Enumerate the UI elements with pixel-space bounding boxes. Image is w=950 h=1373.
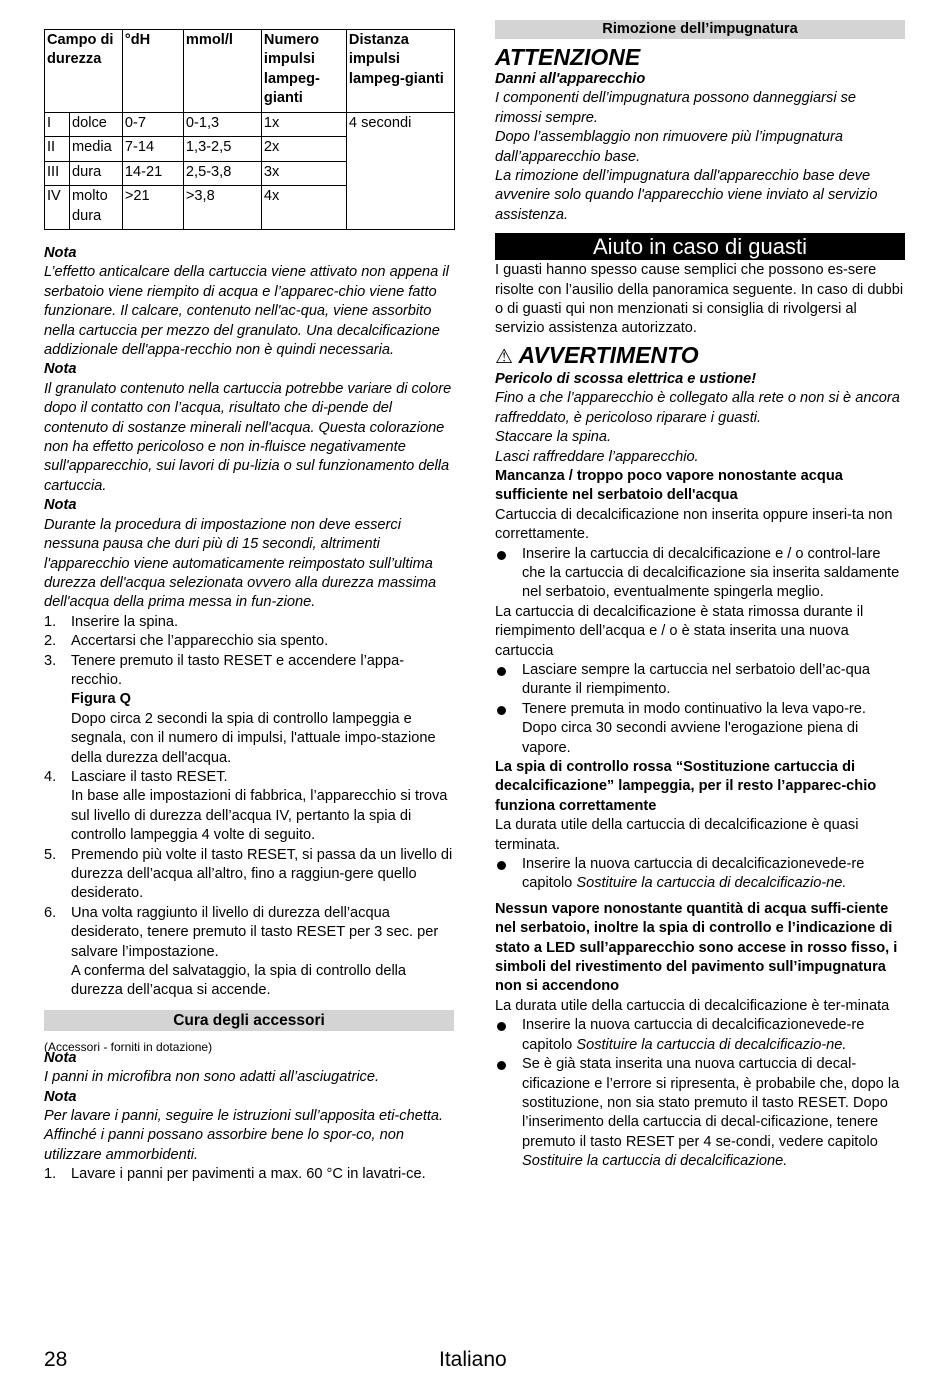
note-label: Nota — [44, 361, 77, 378]
right-column — [495, 20, 905, 1172]
bullet-icon — [497, 706, 506, 715]
step-text: Lavare i panni per pavimenti a max. 60 °C in lavatri-ce. — [71, 1166, 426, 1183]
chapter-reference: Sostituire la cartuccia di decalcificazio-ne. — [576, 875, 847, 892]
intro-text: I guasti hanno spesso cause semplici che possono es-sere risolte con l’ausilio della panoramica seguente. In caso di dubbi o di guasti qui non menzionati si consiglia di rivolgersi al servizio assistenza autorizzato. — [495, 262, 904, 337]
remedy-text — [522, 1055, 905, 1171]
bullet-icon — [497, 861, 506, 870]
table-cell: >21 — [122, 186, 183, 230]
remedy-text-part: Inserire la nuova cartuccia di decalcificazionevede-re capitolo — [522, 1017, 865, 1053]
table-cell: molto dura — [70, 186, 123, 230]
section-heading: Cura degli accessori — [44, 1010, 454, 1031]
remedy-text: Inserire la cartuccia di decalcificazione e / o control-lare che la cartuccia di decalcificazione sia inserita saldamente nel serbatoio, eventualmente spingerla meglio. — [522, 545, 900, 601]
step-text: Tenere premuto il tasto RESET e accendere l’appa-recchio. — [71, 652, 405, 688]
page-number: 28 — [44, 1348, 68, 1371]
list-item — [495, 1016, 905, 1055]
list-item — [44, 768, 454, 846]
setup-steps — [44, 613, 454, 1001]
header-cell: Distanza impulsi lampeg-gianti — [346, 30, 454, 113]
attention-line: I componenti dell’impugnatura possono danneggiarsi se rimossi sempre. — [495, 90, 857, 126]
note-label: Nota — [44, 1088, 77, 1105]
fault-title: La spia di controllo rossa “Sostituzione cartuccia di decalcificazione” lampeggia, per il resto l’apparec-chio funziona correttamente — [495, 759, 877, 814]
header-cell: mmol/l — [183, 30, 261, 113]
list-item — [495, 700, 905, 758]
table-cell: III — [45, 161, 70, 185]
remedy-list — [495, 1016, 905, 1171]
note-text: Per lavare i panni, seguire le istruzioni sull’apposita eti-chetta. Affinché i panni possano assorbire bene lo spor-co, non utilizzare ammorbidenti. — [44, 1108, 444, 1163]
step-text: Inserire la spina. — [71, 613, 179, 630]
attention-line: Dopo l’assemblaggio non rimuovere più l’impugnatura dall’apparecchio base. — [495, 129, 844, 165]
section-heading: Aiuto in caso di guasti — [495, 233, 905, 260]
remedy-text-part: Inserire la nuova cartuccia di decalcificazionevede-re capitolo — [522, 856, 865, 892]
note-text: I panni in microfibra non sono adatti all’asciugatrice. — [44, 1069, 380, 1086]
fault-cause: La durata utile della cartuccia di decalcificazione è quasi terminata. — [495, 817, 859, 853]
left-column — [44, 244, 454, 1185]
table-cell: 2x — [261, 137, 346, 161]
step-number: 5. — [44, 846, 57, 863]
warning-line: Lasci raffreddare l’apparecchio. — [495, 448, 699, 465]
step-detail: Dopo circa 2 secondi la spia di controllo lampeggia e segnala, con il numero di impulsi, l'attuale impo-stazione della durezza dell'acqua. — [71, 710, 436, 766]
note-text: L’effetto anticalcare della cartuccia viene attivato non appena il serbatoio viene riempito di acqua e l’apparec-chio viene fatto funzionare. Il calcare, contenuto nell'ac-qua, viene assorbito nella cartuccia per mezzo del granulato. Una decalcificazione addizionale dell'appa-recchio non è quindi necessaria. — [44, 264, 449, 359]
bullet-icon — [497, 551, 506, 560]
attention-line: La rimozione dell’impugnatura dall'apparecchio base deve avvenire solo quando l'apparecchio viene inviato al servizio assistenza. — [495, 168, 878, 223]
step-number: 4. — [44, 768, 57, 785]
remedy-text: Lasciare sempre la cartuccia nel serbatoio dell’ac-qua durante il riempimento. — [522, 661, 870, 698]
step-number: 6. — [44, 904, 57, 921]
bullet-icon — [497, 1022, 506, 1031]
note-label: Nota — [44, 497, 77, 514]
remedy-list — [495, 545, 905, 603]
step-number: 3. — [44, 652, 57, 669]
fault-cause: La durata utile della cartuccia di decalcificazione è ter-minata — [495, 997, 890, 1014]
table-cell: 3x — [261, 161, 346, 185]
table-cell: 7-14 — [122, 137, 183, 161]
remedy-text — [522, 1016, 905, 1055]
figure-reference: Figura Q — [71, 691, 131, 708]
list-item — [44, 613, 454, 632]
warning-title: AVVERTIMENTO — [518, 341, 699, 368]
header-cell: Campo di durezza — [45, 30, 123, 113]
warning-line: Staccare la spina. — [495, 429, 612, 446]
list-item — [44, 652, 454, 768]
chapter-reference: Sostituire la cartuccia di decalcificazio-ne. — [576, 1036, 847, 1053]
note-label: Nota — [44, 1049, 77, 1066]
section-subtitle: (Accessori - forniti in dotazione) — [44, 1039, 213, 1054]
header-cell: °dH — [122, 30, 183, 113]
table-cell: media — [70, 137, 123, 161]
bullet-icon — [497, 667, 506, 676]
table-header-row — [45, 30, 455, 113]
warning-heading — [495, 342, 905, 370]
remedy-list — [495, 661, 905, 758]
table-cell: >3,8 — [183, 186, 261, 230]
warning-line: Fino a che l’apparecchio è collegato alla rete o non si è ancora raffreddato, è pericoloso riparare i guasti. — [495, 390, 900, 426]
interval-cell: 4 secondi — [346, 113, 454, 230]
remedy-text — [522, 855, 905, 894]
table-cell: 0-7 — [122, 113, 183, 137]
bullet-icon — [497, 1061, 506, 1070]
table-cell: 1,3-2,5 — [183, 137, 261, 161]
table-cell: II — [45, 137, 70, 161]
remedy-detail: Dopo circa 30 secondi avviene l'erogazione piena di vapore. — [522, 720, 859, 756]
list-item — [495, 855, 905, 894]
step-number: 1. — [44, 1166, 57, 1183]
attention-subtitle: Danni all'apparecchio — [495, 71, 646, 87]
remedy-text: Tenere premuta in modo continuativo la leva vapo-re. — [522, 700, 866, 717]
table-cell: I — [45, 113, 70, 137]
remedy-text-part: Se è già stata inserita una nuova cartuccia di decal-cificazione e l’errore si ripresenta, è probabile che, dopo la sostituzione, non sia stato premuto il tasto RESET. Dopo l’inserimento della cartuccia di decal-cificazione, tenere premuto il tasto RESET per 4 se-condi, vedere capitolo — [522, 1056, 900, 1150]
fault-title: Nessun vapore nonostante quantità di acqua suffi-ciente nel serbatoio, inoltre la spia di controllo e l’indicazione di stato a LED sull’apparecchio sono accese in rosso fisso, i simboli del rivestimento del pavimento sull’impugnatura non si accendono — [495, 900, 898, 995]
step-text: Lasciare il tasto RESET. — [71, 768, 228, 785]
step-detail: A conferma del salvataggio, la spia di controllo della durezza dell’acqua si accende. — [71, 963, 407, 999]
step-detail: In base alle impostazioni di fabbrica, l’apparecchio si trova sul livello di durezza dell’acqua IV, pertanto la spia di controllo lampeggia 4 volte di seguito. — [71, 788, 448, 844]
table-cell: dura — [70, 161, 123, 185]
list-item — [495, 545, 905, 603]
list-item — [44, 904, 454, 1001]
warning-icon: ⚠ — [495, 345, 513, 368]
step-number: 1. — [44, 613, 57, 630]
attention-title: ATTENZIONE — [495, 44, 641, 70]
list-item — [44, 1165, 454, 1184]
fault-cause: La cartuccia di decalcificazione è stata rimossa durante il riempimento dell’acqua e / o è stata inserita una nuova cartuccia — [495, 603, 864, 659]
table-cell: dolce — [70, 113, 123, 137]
list-item — [44, 632, 454, 651]
fault-cause: Cartuccia di decalcificazione non inserita oppure inseri-ta non correttamente. — [495, 506, 893, 543]
table-cell: 2,5-3,8 — [183, 161, 261, 185]
table-row — [45, 113, 455, 137]
step-text: Una volta raggiunto il livello di durezza dell’acqua desiderato, tenere premuto il tasto RESET per 3 sec. per salvare l’impostazione. — [71, 904, 439, 960]
table-cell: 14-21 — [122, 161, 183, 185]
list-item — [495, 1055, 905, 1171]
list-item — [495, 661, 905, 700]
step-text: Premendo più volte il tasto RESET, si passa da un livello di durezza dell’acqua all’altro, fino a raggiun-gere quello desiderato. — [71, 846, 453, 902]
table-cell: 0-1,3 — [183, 113, 261, 137]
chapter-reference: Sostituire la cartuccia di decalcificazione. — [522, 1153, 788, 1170]
section-heading: Rimozione dell’impugnatura — [495, 20, 905, 39]
remedy-list — [495, 855, 905, 894]
fault-title: Mancanza / troppo poco vapore nonostante acqua sufficiente nel serbatoio dell'acqua — [495, 467, 843, 504]
table-cell: IV — [45, 186, 70, 230]
footer-language: Italiano — [439, 1348, 507, 1371]
water-hardness-table — [44, 29, 455, 230]
list-item — [44, 846, 454, 904]
header-cell: Numero impulsi lampeg-gianti — [261, 30, 346, 113]
care-steps — [44, 1165, 454, 1184]
table-cell: 1x — [261, 113, 346, 137]
note-label: Nota — [44, 245, 77, 261]
note-text: Il granulato contenuto nella cartuccia potrebbe variare di colore dopo il contatto con l’acqua, risultato che di-pende del contenuto di sostanze minerali nell'acqua. Questa colorazione non ha effetto pericoloso e non in-fluisce negativamente sull'apparecchio, sui lavori di pu-lizia o sul funzionamento della cartuccia. — [44, 380, 452, 494]
table-cell: 4x — [261, 186, 346, 230]
note-text: Durante la procedura di impostazione non deve esserci nessuna pausa che duri più di 15 secondi, altrimenti l'apparecchio viene automaticamente reimpostato sull’ultima durezza dell'acqua selezionata ovvero alla durezza massima dell'acqua della prima messa in fun-zione. — [44, 516, 437, 611]
step-text: Accertarsi che l’apparecchio sia spento. — [71, 633, 329, 650]
step-number: 2. — [44, 633, 57, 650]
warning-subtitle: Pericolo di scossa elettrica e ustione! — [495, 370, 757, 387]
